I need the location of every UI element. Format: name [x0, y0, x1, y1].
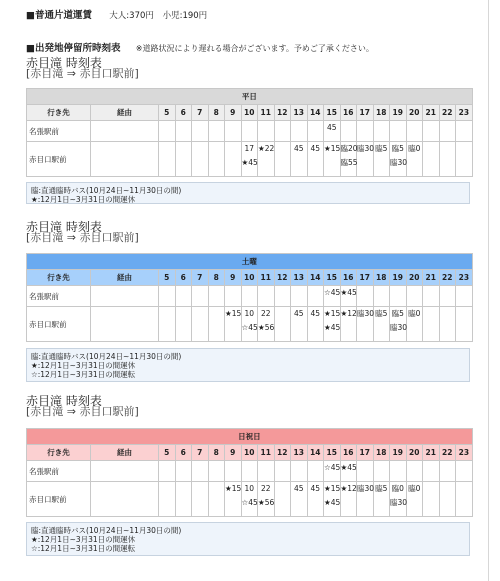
departure-cell [175, 482, 192, 517]
departure-cell [291, 142, 308, 177]
row-via [91, 461, 159, 482]
departure-cell [159, 121, 176, 142]
departure-cell [324, 286, 341, 307]
col-header-hour: 22 [439, 270, 456, 286]
departure-cell [307, 286, 324, 307]
departure-cell [340, 286, 357, 307]
fare-child: 小児:190円 [162, 11, 208, 21]
departure-time: ★15 [324, 484, 341, 493]
col-header-hour: 8 [208, 445, 225, 461]
departure-cell [274, 482, 291, 517]
departure-cell [324, 482, 341, 517]
departure-time: 臨0 [408, 144, 421, 153]
departure-cell [357, 307, 374, 342]
departure-cell [373, 461, 390, 482]
departure-cell [192, 482, 209, 517]
col-header-hour: 6 [175, 270, 192, 286]
fare-label: ■普通片道運賃 [26, 10, 92, 21]
departure-cell [423, 307, 440, 342]
departure-time: ★56 [258, 323, 275, 332]
departure-time: 45 [293, 484, 304, 493]
departure-cell [390, 286, 407, 307]
departure-cell [357, 482, 374, 517]
legend-note: 臨:直通臨時バス(10月24日~11月30日の間) [31, 352, 182, 361]
col-header-hour: 8 [208, 270, 225, 286]
col-header-hour: 18 [373, 445, 390, 461]
row-destination: 赤目口駅前 [27, 307, 91, 342]
col-header-hour: 12 [274, 445, 291, 461]
col-header-hour: 17 [357, 270, 374, 286]
departure-cell [390, 121, 407, 142]
col-header-hour: 16 [340, 445, 357, 461]
departure-cell [225, 307, 242, 342]
legend-note: ★:12月1日~3月31日の間運休 [31, 195, 136, 204]
col-header-hour: 10 [241, 105, 258, 121]
col-header-hour: 15 [324, 270, 341, 286]
departure-cell [390, 461, 407, 482]
timetable-row [27, 142, 473, 177]
col-header-hour: 20 [406, 105, 423, 121]
row-via [91, 307, 159, 342]
col-header-hour: 16 [340, 105, 357, 121]
departure-time: 45 [310, 484, 321, 493]
departure-time: 臨30 [390, 323, 408, 332]
col-header-hour: 5 [159, 105, 176, 121]
departure-time: 臨30 [357, 309, 375, 318]
departure-cell [225, 482, 242, 517]
row-via [91, 142, 159, 177]
departure-cell [456, 286, 473, 307]
departure-time: ★15 [225, 309, 242, 318]
departure-cell [357, 286, 374, 307]
departure-cell [423, 142, 440, 177]
departure-time: ★15 [225, 484, 242, 493]
departure-cell [159, 286, 176, 307]
departure-time: 臨30 [390, 158, 408, 167]
col-header-via: 経由 [91, 105, 159, 121]
timetable-row [27, 286, 473, 307]
col-header-hour: 17 [357, 105, 374, 121]
col-header-hour: 5 [159, 270, 176, 286]
departure-time: 10 [244, 484, 255, 493]
col-header-hour: 5 [159, 445, 176, 461]
departure-time: 臨0 [391, 484, 404, 493]
departure-cell [390, 307, 407, 342]
section-title: 赤目滝 時刻表 [26, 220, 102, 234]
col-header-hour: 18 [373, 270, 390, 286]
departure-cell [423, 121, 440, 142]
departure-cell [175, 461, 192, 482]
col-header-hour: 7 [192, 270, 209, 286]
col-header-hour: 10 [241, 270, 258, 286]
col-header-hour: 22 [439, 445, 456, 461]
departure-cell [357, 461, 374, 482]
departure-cell [241, 286, 258, 307]
departure-cell [423, 461, 440, 482]
col-header-hour: 23 [456, 445, 473, 461]
day-type-header: 土曜 [27, 254, 473, 270]
departure-cell [274, 461, 291, 482]
timetable-header [26, 40, 374, 54]
col-header-hour: 23 [456, 270, 473, 286]
departure-time: ★22 [258, 144, 275, 153]
col-header-hour: 16 [340, 270, 357, 286]
col-header-hour: 13 [291, 270, 308, 286]
timetable-row [27, 307, 473, 342]
col-header-hour: 11 [258, 445, 275, 461]
departure-time: 45 [293, 144, 304, 153]
departure-cell [258, 482, 275, 517]
departure-cell [159, 461, 176, 482]
departure-cell [340, 307, 357, 342]
col-header-hour: 9 [225, 105, 242, 121]
departure-cell [439, 461, 456, 482]
col-header-hour: 13 [291, 105, 308, 121]
departure-cell [291, 482, 308, 517]
col-header-hour: 11 [258, 105, 275, 121]
departure-cell [192, 142, 209, 177]
departure-time: ★45 [241, 158, 258, 167]
col-header-hour: 9 [225, 445, 242, 461]
departure-cell [291, 286, 308, 307]
col-header-hour: 8 [208, 105, 225, 121]
departure-time: 臨30 [357, 484, 375, 493]
departure-time: 臨0 [408, 309, 421, 318]
col-header-hour: 18 [373, 105, 390, 121]
departure-cell [274, 121, 291, 142]
departure-time: ☆45 [241, 323, 258, 332]
departure-cell [208, 461, 225, 482]
departure-cell [241, 461, 258, 482]
departure-time: ★45 [324, 498, 341, 507]
departure-cell [291, 121, 308, 142]
legend-notes [26, 182, 470, 204]
departure-cell [307, 142, 324, 177]
legend-note: ★:12月1日~3月31日の間運休 [31, 361, 136, 370]
departure-cell [291, 307, 308, 342]
col-header-hour: 6 [175, 445, 192, 461]
timetable-row [27, 482, 473, 517]
departure-time: 45 [310, 309, 321, 318]
col-header-hour: 14 [307, 105, 324, 121]
departure-cell [357, 142, 374, 177]
departure-cell [390, 482, 407, 517]
row-destination: 名張駅前 [27, 286, 91, 307]
timetable-row [27, 461, 473, 482]
col-header-hour: 19 [390, 445, 407, 461]
col-header-hour: 9 [225, 270, 242, 286]
col-header-hour: 15 [324, 105, 341, 121]
col-header-hour: 21 [423, 445, 440, 461]
legend-note: ☆:12月1日~3月31日の間運転 [31, 370, 136, 379]
col-header-hour: 6 [175, 105, 192, 121]
departure-cell [241, 121, 258, 142]
departure-cell [390, 142, 407, 177]
departure-cell [340, 461, 357, 482]
departure-cell [456, 307, 473, 342]
departure-cell [258, 461, 275, 482]
departure-time: 45 [293, 309, 304, 318]
departure-cell [225, 121, 242, 142]
departure-time: 臨5 [375, 144, 388, 153]
departure-cell [225, 286, 242, 307]
departure-time: 45 [310, 144, 321, 153]
departure-cell [373, 307, 390, 342]
departure-cell [406, 482, 423, 517]
col-header-hour: 13 [291, 445, 308, 461]
departure-cell [406, 307, 423, 342]
day-type-header: 平日 [27, 89, 473, 105]
departure-cell [340, 142, 357, 177]
col-header-hour: 15 [324, 445, 341, 461]
departure-cell [241, 307, 258, 342]
col-header-hour: 14 [307, 445, 324, 461]
departure-cell [423, 286, 440, 307]
departure-cell [307, 461, 324, 482]
departure-cell [439, 142, 456, 177]
departure-time: 臨5 [391, 309, 404, 318]
departure-cell [357, 121, 374, 142]
departure-cell [373, 286, 390, 307]
departure-cell [208, 286, 225, 307]
departure-time: ★45 [340, 288, 357, 297]
col-header-dest: 行き先 [27, 270, 91, 286]
departure-cell [324, 142, 341, 177]
fare-adult: 大人:370円 [109, 11, 154, 21]
col-header-via: 経由 [91, 270, 159, 286]
departure-cell [307, 121, 324, 142]
col-header-hour: 20 [406, 270, 423, 286]
departure-cell [324, 307, 341, 342]
departure-cell [324, 121, 341, 142]
departure-time: 臨55 [340, 158, 358, 167]
departure-time: ☆45 [324, 463, 341, 472]
col-header-dest: 行き先 [27, 105, 91, 121]
departure-time: ★45 [324, 323, 341, 332]
departure-time: 臨30 [390, 498, 408, 507]
col-header-hour: 19 [390, 105, 407, 121]
departure-cell [175, 286, 192, 307]
legend-note: ★:12月1日~3月31日の間運休 [31, 535, 136, 544]
col-header-hour: 7 [192, 105, 209, 121]
col-header-hour: 12 [274, 105, 291, 121]
section-title: 赤目滝 時刻表 [26, 394, 102, 408]
departure-time: 臨30 [357, 144, 375, 153]
page-border [488, 0, 489, 581]
departure-time: ★15 [324, 144, 341, 153]
fare-info [26, 7, 213, 21]
departure-time: ☆45 [324, 288, 341, 297]
row-destination: 赤目口駅前 [27, 142, 91, 177]
col-header-hour: 17 [357, 445, 374, 461]
departure-time: ★12 [340, 309, 357, 318]
departure-cell [439, 482, 456, 517]
departure-cell [225, 142, 242, 177]
day-type-header: 日祝日 [27, 429, 473, 445]
section-subtitle: [赤目滝 ⇒ 赤目口駅前] [26, 231, 139, 244]
departure-time: 臨5 [375, 484, 388, 493]
timetable-header-label: ■出発地停留所時刻表 [26, 43, 121, 54]
departure-cell [373, 121, 390, 142]
departure-cell [208, 307, 225, 342]
departure-cell [456, 121, 473, 142]
departure-time: 臨5 [391, 144, 404, 153]
departure-cell [159, 482, 176, 517]
departure-time: 臨5 [375, 309, 388, 318]
legend-notes [26, 348, 470, 382]
departure-cell [373, 142, 390, 177]
legend-notes [26, 522, 470, 556]
col-header-hour: 14 [307, 270, 324, 286]
departure-cell [340, 482, 357, 517]
departure-cell [258, 286, 275, 307]
departure-cell [175, 307, 192, 342]
departure-cell [258, 307, 275, 342]
legend-note: 臨:直通臨時バス(10月24日~11月30日の間) [31, 186, 182, 195]
departure-cell [456, 482, 473, 517]
section-subtitle: [赤目滝 ⇒ 赤目口駅前] [26, 67, 139, 80]
departure-cell [456, 461, 473, 482]
departure-cell [192, 121, 209, 142]
departure-time: ★12 [340, 484, 357, 493]
col-header-hour: 11 [258, 270, 275, 286]
departure-time: 45 [326, 123, 337, 132]
departure-time: ☆45 [241, 498, 258, 507]
departure-cell [175, 142, 192, 177]
timetable-header-note: ※道路状況により遅れる場合がございます。予めご了承ください。 [135, 44, 374, 53]
row-via [91, 286, 159, 307]
departure-time: 22 [260, 484, 271, 493]
col-header-hour: 22 [439, 105, 456, 121]
departure-cell [423, 482, 440, 517]
departure-cell [291, 461, 308, 482]
departure-cell [175, 121, 192, 142]
departure-cell [439, 307, 456, 342]
departure-cell [274, 286, 291, 307]
departure-cell [406, 286, 423, 307]
col-header-hour: 12 [274, 270, 291, 286]
departure-cell [192, 307, 209, 342]
col-header-hour: 21 [423, 105, 440, 121]
departure-cell [208, 142, 225, 177]
timetable-table [26, 88, 473, 177]
row-via [91, 482, 159, 517]
col-header-hour: 21 [423, 270, 440, 286]
timetable-row [27, 121, 473, 142]
departure-cell [192, 286, 209, 307]
departure-time: ★45 [340, 463, 357, 472]
col-header-hour: 19 [390, 270, 407, 286]
departure-time: ★56 [258, 498, 275, 507]
col-header-hour: 20 [406, 445, 423, 461]
departure-cell [159, 307, 176, 342]
departure-cell [241, 482, 258, 517]
departure-cell [439, 121, 456, 142]
departure-cell [225, 461, 242, 482]
departure-cell [307, 307, 324, 342]
departure-cell [159, 142, 176, 177]
departure-cell [274, 142, 291, 177]
departure-time: 臨20 [340, 144, 358, 153]
departure-time: 臨0 [408, 484, 421, 493]
departure-time: 17 [244, 144, 255, 153]
col-header-via: 経由 [91, 445, 159, 461]
departure-time: ★15 [324, 309, 341, 318]
section-title: 赤目滝 時刻表 [26, 56, 102, 70]
departure-cell [456, 142, 473, 177]
row-destination: 赤目口駅前 [27, 482, 91, 517]
timetable-table [26, 428, 473, 517]
row-destination: 名張駅前 [27, 461, 91, 482]
legend-note: 臨:直通臨時バス(10月24日~11月30日の間) [31, 526, 182, 535]
departure-time: 10 [244, 309, 255, 318]
timetable-table [26, 253, 473, 342]
departure-cell [406, 121, 423, 142]
departure-time: 22 [260, 309, 271, 318]
section-subtitle: [赤目滝 ⇒ 赤目口駅前] [26, 405, 139, 418]
departure-cell [274, 307, 291, 342]
col-header-hour: 10 [241, 445, 258, 461]
departure-cell [208, 121, 225, 142]
row-destination: 名張駅前 [27, 121, 91, 142]
departure-cell [258, 142, 275, 177]
departure-cell [406, 142, 423, 177]
departure-cell [324, 461, 341, 482]
col-header-hour: 7 [192, 445, 209, 461]
departure-cell [208, 482, 225, 517]
departure-cell [258, 121, 275, 142]
departure-cell [340, 121, 357, 142]
departure-cell [406, 461, 423, 482]
legend-note: ☆:12月1日~3月31日の間運転 [31, 544, 136, 553]
departure-cell [241, 142, 258, 177]
col-header-dest: 行き先 [27, 445, 91, 461]
departure-cell [373, 482, 390, 517]
row-via [91, 121, 159, 142]
departure-cell [307, 482, 324, 517]
departure-cell [192, 461, 209, 482]
departure-cell [439, 286, 456, 307]
col-header-hour: 23 [456, 105, 473, 121]
